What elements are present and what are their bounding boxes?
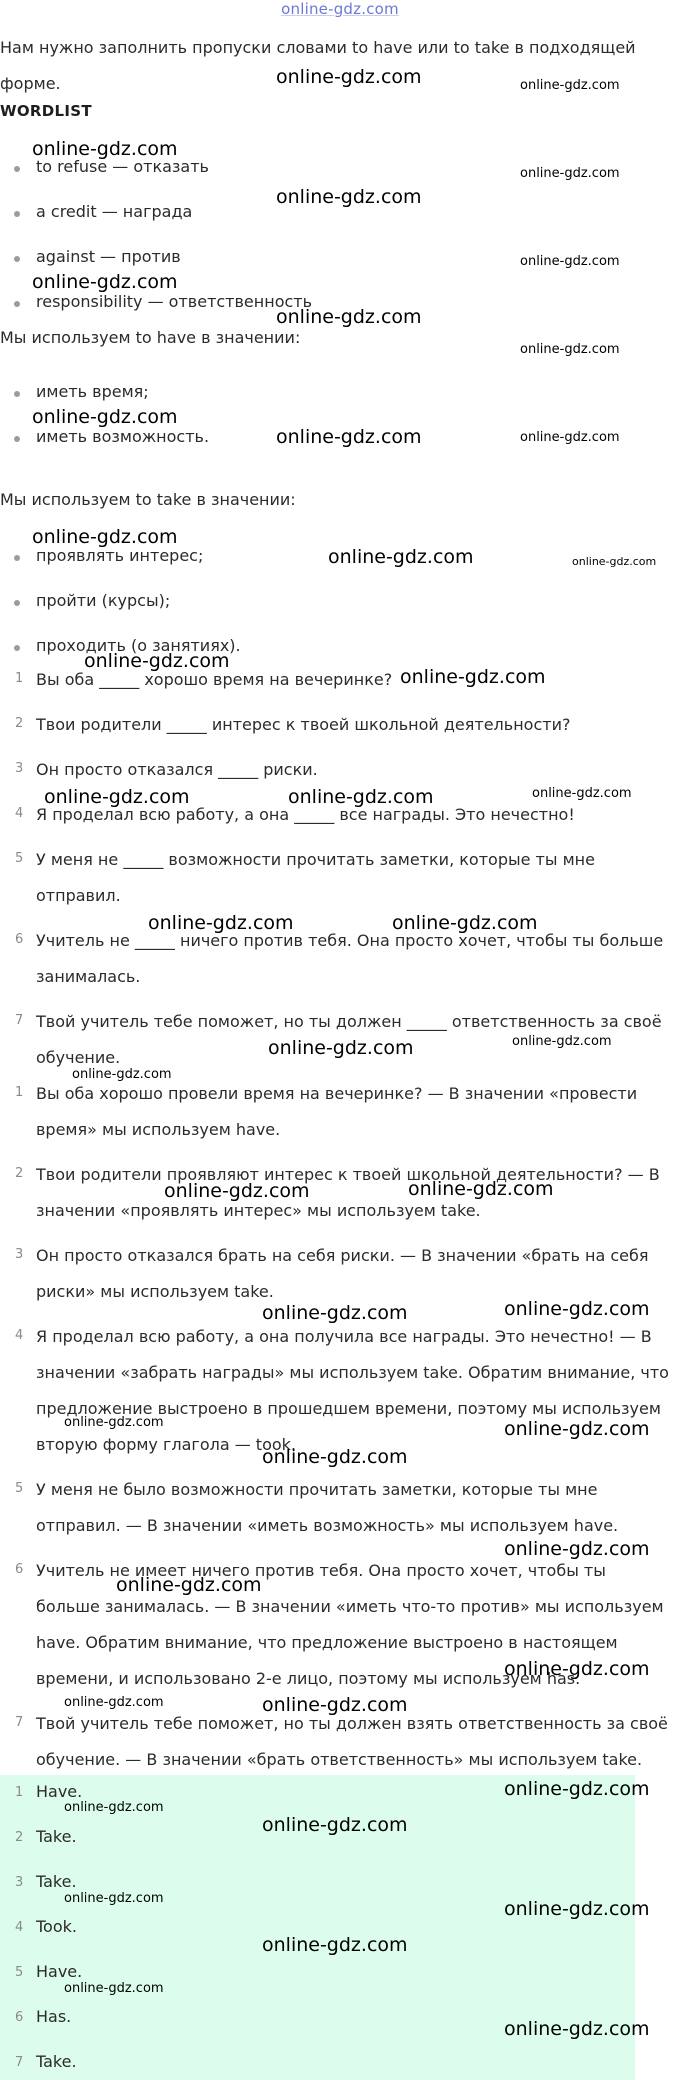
exercise-item: Я проделал всю работу, а она _____ все награды. Это нечестно! bbox=[36, 805, 575, 824]
item-number: 4 bbox=[15, 806, 24, 821]
exercise-item: Он просто отказался _____ риски. bbox=[36, 760, 318, 779]
watermark: online-gdz.com bbox=[276, 66, 422, 88]
watermark: online-gdz.com bbox=[262, 1302, 408, 1324]
watermark: online-gdz.com bbox=[276, 306, 422, 328]
watermark: online-gdz.com bbox=[164, 1180, 310, 1202]
explanation-item: Учитель не имеет ничего против тебя. Она просто хочет, чтобы ты больше занималась. — В значении «иметь что-то против» мы используем have. Обратим внимание, что предложение выстроено в настоящем времени, и использовано 2-е лицо, поэтому мы используем has. bbox=[36, 1561, 664, 1688]
item-number: 5 bbox=[15, 851, 24, 866]
item-number: 7 bbox=[15, 2055, 24, 2070]
watermark: online-gdz.com bbox=[392, 912, 538, 934]
item-number: 3 bbox=[15, 761, 24, 776]
watermark: online-gdz.com bbox=[408, 1178, 554, 1200]
item-number: 1 bbox=[15, 671, 24, 686]
watermark: online-gdz.com bbox=[400, 666, 546, 688]
watermark: online-gdz.com bbox=[268, 1037, 414, 1059]
item-number: 7 bbox=[15, 1715, 24, 1730]
bullet-icon bbox=[14, 166, 20, 172]
item-number: 1 bbox=[15, 1085, 24, 1100]
list-item: иметь время; bbox=[36, 382, 149, 401]
watermark: online-gdz.com bbox=[44, 786, 190, 808]
answer-item: Take. bbox=[36, 1827, 77, 1846]
watermark: online-gdz.com bbox=[504, 1658, 650, 1680]
watermark: online-gdz.com bbox=[572, 555, 657, 568]
watermark: online-gdz.com bbox=[64, 1891, 164, 1906]
item-number: 2 bbox=[15, 1830, 24, 1845]
watermark: online-gdz.com bbox=[288, 786, 434, 808]
item-number: 2 bbox=[15, 1166, 24, 1181]
watermark: online-gdz.com bbox=[276, 426, 422, 448]
have-intro: Мы используем to have в значении: bbox=[0, 328, 301, 347]
explanation-item: У меня не было возможности прочитать заметки, которые ты мне отправил. — В значении «иметь возможность» мы используем have. bbox=[36, 1480, 619, 1535]
item-number: 5 bbox=[15, 1481, 24, 1496]
item-number: 2 bbox=[15, 716, 24, 731]
bullet-icon bbox=[14, 391, 20, 397]
item-number: 7 bbox=[15, 1013, 24, 1028]
watermark: online-gdz.com bbox=[262, 1814, 408, 1836]
bullet-icon bbox=[14, 645, 20, 651]
list-item: проходить (о занятиях). bbox=[36, 636, 241, 655]
watermark: online-gdz.com bbox=[32, 271, 178, 293]
exercise-item: Твой учитель тебе поможет, но ты должен _____ ответственность за своё обучение. bbox=[36, 1012, 662, 1067]
watermark: online-gdz.com bbox=[520, 254, 620, 269]
watermark: online-gdz.com bbox=[262, 1934, 408, 1956]
watermark: online-gdz.com bbox=[64, 1695, 164, 1710]
item-number: 6 bbox=[15, 932, 24, 947]
watermark: online-gdz.com bbox=[520, 430, 620, 445]
exercise-item: Учитель не _____ ничего против тебя. Она просто хочет, чтобы ты больше занималась. bbox=[36, 931, 664, 986]
watermark: online-gdz.com bbox=[504, 1538, 650, 1560]
item-number: 3 bbox=[15, 1247, 24, 1262]
exercise-item: Твои родители _____ интерес к твоей школьной деятельности? bbox=[36, 715, 571, 734]
watermark: online-gdz.com bbox=[32, 406, 178, 428]
bullet-icon bbox=[14, 211, 20, 217]
watermark: online-gdz.com bbox=[276, 186, 422, 208]
list-item: пройти (курсы); bbox=[36, 591, 171, 610]
watermark: online-gdz.com bbox=[520, 342, 620, 357]
watermark: online-gdz.com bbox=[148, 912, 294, 934]
list-item: responsibility — ответственность bbox=[36, 292, 313, 311]
watermark: online-gdz.com bbox=[328, 546, 474, 568]
bullet-icon bbox=[14, 436, 20, 442]
exercise-item: У меня не _____ возможности прочитать заметки, которые ты мне отправил. bbox=[36, 850, 595, 905]
watermark: online-gdz.com bbox=[520, 166, 620, 181]
site-logo[interactable]: online-gdz.com bbox=[281, 0, 399, 18]
list-item: проявлять интерес; bbox=[36, 546, 204, 565]
bullet-icon bbox=[14, 555, 20, 561]
watermark: online-gdz.com bbox=[32, 526, 178, 548]
watermark: online-gdz.com bbox=[504, 1298, 650, 1320]
list-item: to refuse — отказать bbox=[36, 157, 209, 176]
item-number: 1 bbox=[15, 1785, 24, 1800]
watermark: online-gdz.com bbox=[64, 1415, 164, 1430]
watermark: online-gdz.com bbox=[262, 1446, 408, 1468]
answer-item: Have. bbox=[36, 1782, 83, 1801]
watermark: online-gdz.com bbox=[504, 1418, 650, 1440]
take-intro: Мы используем to take в значении: bbox=[0, 490, 296, 509]
watermark: online-gdz.com bbox=[504, 1778, 650, 1800]
item-number: 3 bbox=[15, 1875, 24, 1890]
watermark: online-gdz.com bbox=[504, 2018, 650, 2040]
watermark: online-gdz.com bbox=[262, 1694, 408, 1716]
watermark: online-gdz.com bbox=[64, 1981, 164, 1996]
answer-item: Has. bbox=[36, 2007, 72, 2026]
watermark: online-gdz.com bbox=[32, 138, 178, 160]
explanation-item: Я проделал всю работу, а она получила все награды. Это нечестно! — В значении «забрать награды» мы используем take. Обратим внимание, что предложение выстроено в прошедшем времени, поэтому мы используем вторую форму глагола — took. bbox=[36, 1327, 669, 1454]
answer-item: Took. bbox=[36, 1917, 77, 1936]
explanation-item: Он просто отказался брать на себя риски. — В значении «брать на себя риски» мы используем take. bbox=[36, 1246, 649, 1301]
exercise-item: Вы оба _____ хорошо время на вечеринке? bbox=[36, 670, 393, 689]
list-item: a credit — награда bbox=[36, 202, 193, 221]
explanation-item: Твой учитель тебе поможет, но ты должен взять ответственность за своё обучение. — В значении «брать ответственность» мы используем take. bbox=[36, 1714, 668, 1769]
wordlist-heading: WORDLIST bbox=[0, 102, 92, 120]
watermark: online-gdz.com bbox=[520, 78, 620, 93]
item-number: 6 bbox=[15, 1562, 24, 1577]
watermark: online-gdz.com bbox=[72, 1067, 172, 1082]
watermark: online-gdz.com bbox=[532, 786, 632, 801]
answer-item: Take. bbox=[36, 1872, 77, 1891]
bullet-icon bbox=[14, 256, 20, 262]
bullet-icon bbox=[14, 600, 20, 606]
item-number: 6 bbox=[15, 2010, 24, 2025]
watermark: online-gdz.com bbox=[512, 1034, 612, 1049]
item-number: 4 bbox=[15, 1920, 24, 1935]
explanation-item: Твои родители проявляют интерес к твоей школьной деятельности? — В значении «проявлять интерес» мы используем take. bbox=[36, 1165, 660, 1220]
list-item: иметь возможность. bbox=[36, 427, 210, 446]
task-intro: Нам нужно заполнить пропуски словами to have или to take в подходящей форме. bbox=[0, 38, 636, 93]
explanation-item: Вы оба хорошо провели время на вечеринке? — В значении «провести время» мы используем have. bbox=[36, 1084, 638, 1139]
watermark: online-gdz.com bbox=[84, 650, 230, 672]
answer-item: Have. bbox=[36, 1962, 83, 1981]
item-number: 5 bbox=[15, 1965, 24, 1980]
bullet-icon bbox=[14, 301, 20, 307]
watermark: online-gdz.com bbox=[116, 1574, 262, 1596]
list-item: against — против bbox=[36, 247, 181, 266]
watermark: online-gdz.com bbox=[64, 1800, 164, 1815]
answer-item: Take. bbox=[36, 2052, 77, 2071]
item-number: 4 bbox=[15, 1328, 24, 1343]
watermark: online-gdz.com bbox=[504, 1898, 650, 1920]
